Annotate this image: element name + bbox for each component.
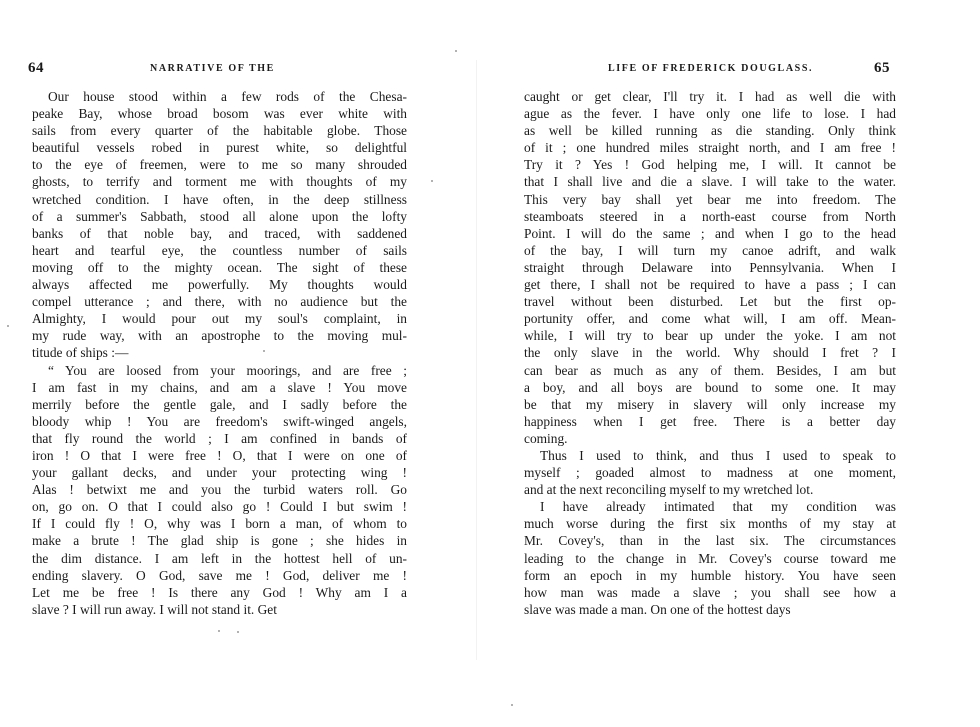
left-running-head: NARRATIVE OF THE xyxy=(150,63,275,74)
right-page-header xyxy=(524,60,896,80)
text-line: of the bay, I will turn my canoe adrift, and walk xyxy=(524,242,896,258)
text-line: moving off to the mighty ocean. The sight of these xyxy=(32,259,407,275)
right-page xyxy=(490,0,980,727)
text-line: that I shall live and die a slave. I will take to the water. xyxy=(524,174,896,190)
text-line: the only slave in the world. Why should I fret ? I xyxy=(524,345,896,361)
text-line: titude of ships :— xyxy=(32,345,129,361)
text-line: always affected me powerfully. My thoughts would xyxy=(32,277,407,293)
scan-speck xyxy=(263,350,265,352)
text-line: I am fast in my chains, and am a slave ! You move xyxy=(32,379,407,395)
text-line: as well be killed running as die standing. Only think xyxy=(524,123,896,139)
text-line: banks of that noble bay, and traced, with saddened xyxy=(32,225,407,241)
text-line: Our house stood within a few rods of the Chesa- xyxy=(48,89,407,104)
right-page-number: 65 xyxy=(874,60,890,76)
text-line: Alas ! betwixt me and you the turbid waters roll. Go xyxy=(32,482,407,498)
text-line: happiness when I get free. There is a better day xyxy=(524,413,896,429)
text-line: steamboats steered in a north-east course from North xyxy=(524,208,896,224)
text-line: my rude way, with an apostrophe to the moving mul- xyxy=(32,328,407,344)
text-line: the dim distance. I am left in the hottest hell of un- xyxy=(32,550,407,566)
text-line: slave ? I will run away. I will not stand it. Get xyxy=(32,601,277,617)
scan-speck xyxy=(218,630,220,632)
text-line: of a summer's Sabbath, stood all alone upon the lofty xyxy=(32,208,407,224)
text-line: “ You are loosed from your moorings, and are free ; xyxy=(48,362,407,378)
scan-speck xyxy=(431,180,433,182)
text-line: form an epoch in my humble history. You have seen xyxy=(524,567,896,583)
text-line: how man was made a slave ; you shall see how a xyxy=(524,584,896,600)
text-line: iron ! O that I were free ! O, that I were on one of xyxy=(32,447,407,463)
text-line: ghosts, to terrify and torment me with thoughts of my xyxy=(32,174,407,190)
scan-speck xyxy=(237,631,239,633)
text-line: sails from every quarter of the habitable globe. Those xyxy=(32,123,407,139)
text-line: a boy, and all boys are bound to some one. It may xyxy=(524,379,896,395)
text-line: ague as the fever. I have only one life to lose. I had xyxy=(524,106,896,122)
text-line: your gallant decks, and under your protecting wing ! xyxy=(32,465,407,481)
text-line: wretched condition. I have often, in the deep stillness xyxy=(32,191,407,207)
text-line: on, go on. O that I could also go ! Could I but swim ! xyxy=(32,499,407,515)
page-gutter xyxy=(476,60,477,660)
text-line: can bear as much as any of them. Besides, I am but xyxy=(524,362,896,378)
text-line: Mr. Covey's, than in the last six. The circumstances xyxy=(524,533,896,549)
right-page-text xyxy=(524,88,896,618)
scan-speck xyxy=(455,50,457,52)
text-line: I have already intimated that my condition was xyxy=(540,499,896,515)
text-line: peake Bay, whose broad bosom was ever white with xyxy=(32,106,407,122)
text-line: straight through Delaware into Pennsylvania. When I xyxy=(524,259,896,275)
text-line: that fly round the world ; I am confined in bands of xyxy=(32,430,407,446)
left-page xyxy=(0,0,470,727)
text-line: coming. xyxy=(524,430,568,446)
text-line: Almighty, I would pour out my soul's complaint, in xyxy=(32,311,407,327)
left-page-text xyxy=(32,88,407,618)
text-line: travel without been disturbed. Let but the first op- xyxy=(524,294,896,310)
right-running-head: LIFE OF FREDERICK DOUGLASS. xyxy=(608,63,814,74)
text-line: bloody whip ! You are freedom's swift-winged angels, xyxy=(32,413,407,429)
scan-speck xyxy=(7,325,9,327)
text-line: ending slavery. O God, save me ! God, deliver me ! xyxy=(32,567,407,583)
text-line: myself ; goaded almost to madness at one moment, xyxy=(524,465,896,481)
text-line: Thus I used to think, and thus I used to speak to xyxy=(540,447,896,463)
left-page-header xyxy=(28,60,408,80)
text-line: to the eye of freemen, were to me so many shrouded xyxy=(32,157,407,173)
text-line: be that my misery in slavery will only increase my xyxy=(524,396,896,412)
text-line: heart and tearful eye, the countless number of sails xyxy=(32,242,407,258)
text-line: Try it ? Yes ! God helping me, I will. It cannot be xyxy=(524,157,896,173)
left-page-number: 64 xyxy=(28,60,44,76)
text-line: Point. I will do the same ; and when I go to the head xyxy=(524,225,896,241)
scan-speck xyxy=(511,704,513,706)
text-line: much worse during the first six months of my stay at xyxy=(524,516,896,532)
text-line: Let me be free ! Is there any God ! Why am I a xyxy=(32,584,407,600)
text-line: caught or get clear, I'll try it. I had as well die with xyxy=(524,89,896,104)
text-line: compel utterance ; and there, with no audience but the xyxy=(32,294,407,310)
text-line: get there, I shall not be required to have a pass ; I can xyxy=(524,277,896,293)
text-line: and at the next reconciling myself to my wretched lot. xyxy=(524,482,814,498)
text-line: If I could fly ! O, why was I born a man, of whom to xyxy=(32,516,407,532)
text-line: merrily before the gentle gale, and I sadly before the xyxy=(32,396,407,412)
text-line: This very bay shall yet bear me into freedom. The xyxy=(524,191,896,207)
text-line: portunity offer, and come what will, I am off. Mean- xyxy=(524,311,896,327)
text-line: make a brute ! The glad ship is gone ; she hides in xyxy=(32,533,407,549)
text-line: beautiful vessels robed in purest white, so delightful xyxy=(32,140,407,156)
text-line: of it ; one hundred miles straight north, and I am free ! xyxy=(524,140,896,156)
text-line: leading to the change in Mr. Covey's course toward me xyxy=(524,550,896,566)
text-line: slave was made a man. On one of the hottest days xyxy=(524,601,791,617)
text-line: while, I will try to bear up under the yoke. I am not xyxy=(524,328,896,344)
